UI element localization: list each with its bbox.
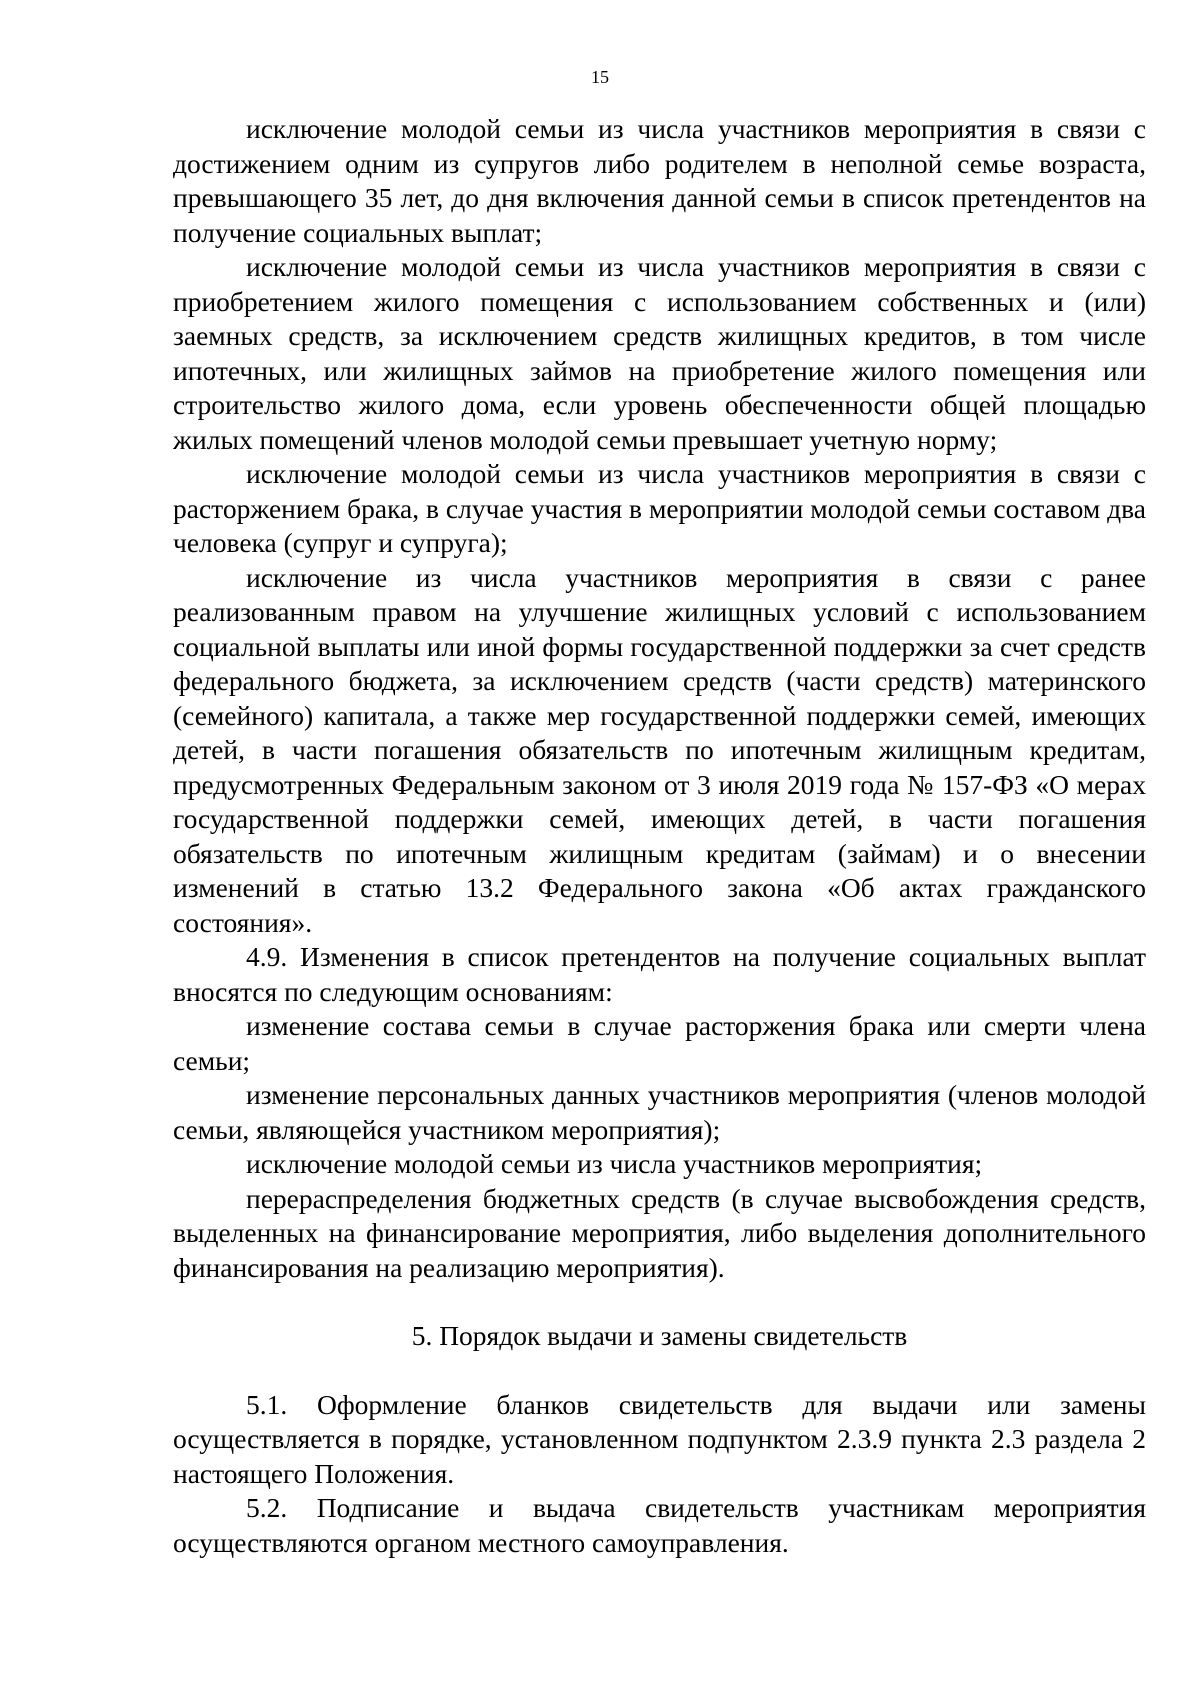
paragraph-budget-reallocation: перераспределения бюджетных средств (в случае высвобождения средств, выделенных на финансирование мероприятия, либо выделения дополнительного финансирования на реализацию мероприятия). — [173, 1182, 1146, 1283]
paragraph-exclusion-prior-right: исключение из числа участников мероприятия в связи с ранее реализованным правом на улучшение жилищных условий с использованием социальной выплаты или иной формы государственной поддержки за счет средств федерального бюджета, за исключением средств (части средств) материнского (семейного) капитала, а также мер государственной поддержки семей, имеющих детей, в части погашения обязательств по ипотечным жилищным кредитам, предусмотренных Федеральным законом от 3 июля 2019 года № 157-ФЗ «О мерах государственной поддержки семей, имеющих детей, в части погашения обязательств по ипотечным жилищным кредитам (займам) и о внесении изменений в статью 13.2 Федерального закона «Об актах гражданского состояния». — [173, 561, 1146, 938]
paragraph-exclusion-divorce: исключение молодой семьи из числа участников мероприятия в связи с расторжением брака, в случае участия в мероприятии молодой семьи составом два человека (супруг и супруга); — [173, 458, 1146, 558]
paragraph-personal-data-change: изменение персональных данных участников мероприятия (членов молодой семьи, являющейся участником мероприятия); — [173, 1079, 1146, 1145]
paragraph-5-1: 5.1. Оформление бланков свидетельств для выдачи или замены осуществляется в порядке, установленном подпунктом 2.3.9 пункта 2.3 раздела 2 настоящего Положения. — [173, 1388, 1146, 1489]
page-number: 15 — [591, 67, 609, 87]
paragraph-exclusion-age: исключение молодой семьи из числа участников мероприятия в связи с достижением одним из супругов либо родителем в неполной семье возраста, превышающего 35 лет, до дня включения данной семьи в список претендентов на получение социальных выплат; — [173, 113, 1146, 248]
document-body — [173, 112, 1146, 1560]
paragraph-exclusion-housing-acquired: исключение молодой семьи из числа участников мероприятия в связи с приобретением жилого помещения с использованием собственных и (или) заемных средств, за исключением средств жилищных кредитов, в том числе ипотечных, или жилищных займов на приобретение жилого помещения или строительство жилого дома, если уровень обеспеченности общей площадью жилых помещений членов молодой семьи превышает учетную норму; — [173, 251, 1146, 455]
section-heading: 5. Порядок выдачи и замены свидетельств — [411, 1320, 908, 1351]
paragraph-5-2: 5.2. Подписание и выдача свидетельств участникам мероприятия осуществляются органом местного самоуправления. — [173, 1492, 1146, 1558]
paragraph-4-9: 4.9. Изменения в список претендентов на получение социальных выплат вносятся по следующим основаниям: — [173, 941, 1146, 1007]
paragraph-family-composition-change: изменение состава семьи в случае расторжения брака или смерти члена семьи; — [173, 1010, 1146, 1076]
paragraph-family-exclusion: исключение молодой семьи из числа участников мероприятия; — [246, 1148, 983, 1179]
